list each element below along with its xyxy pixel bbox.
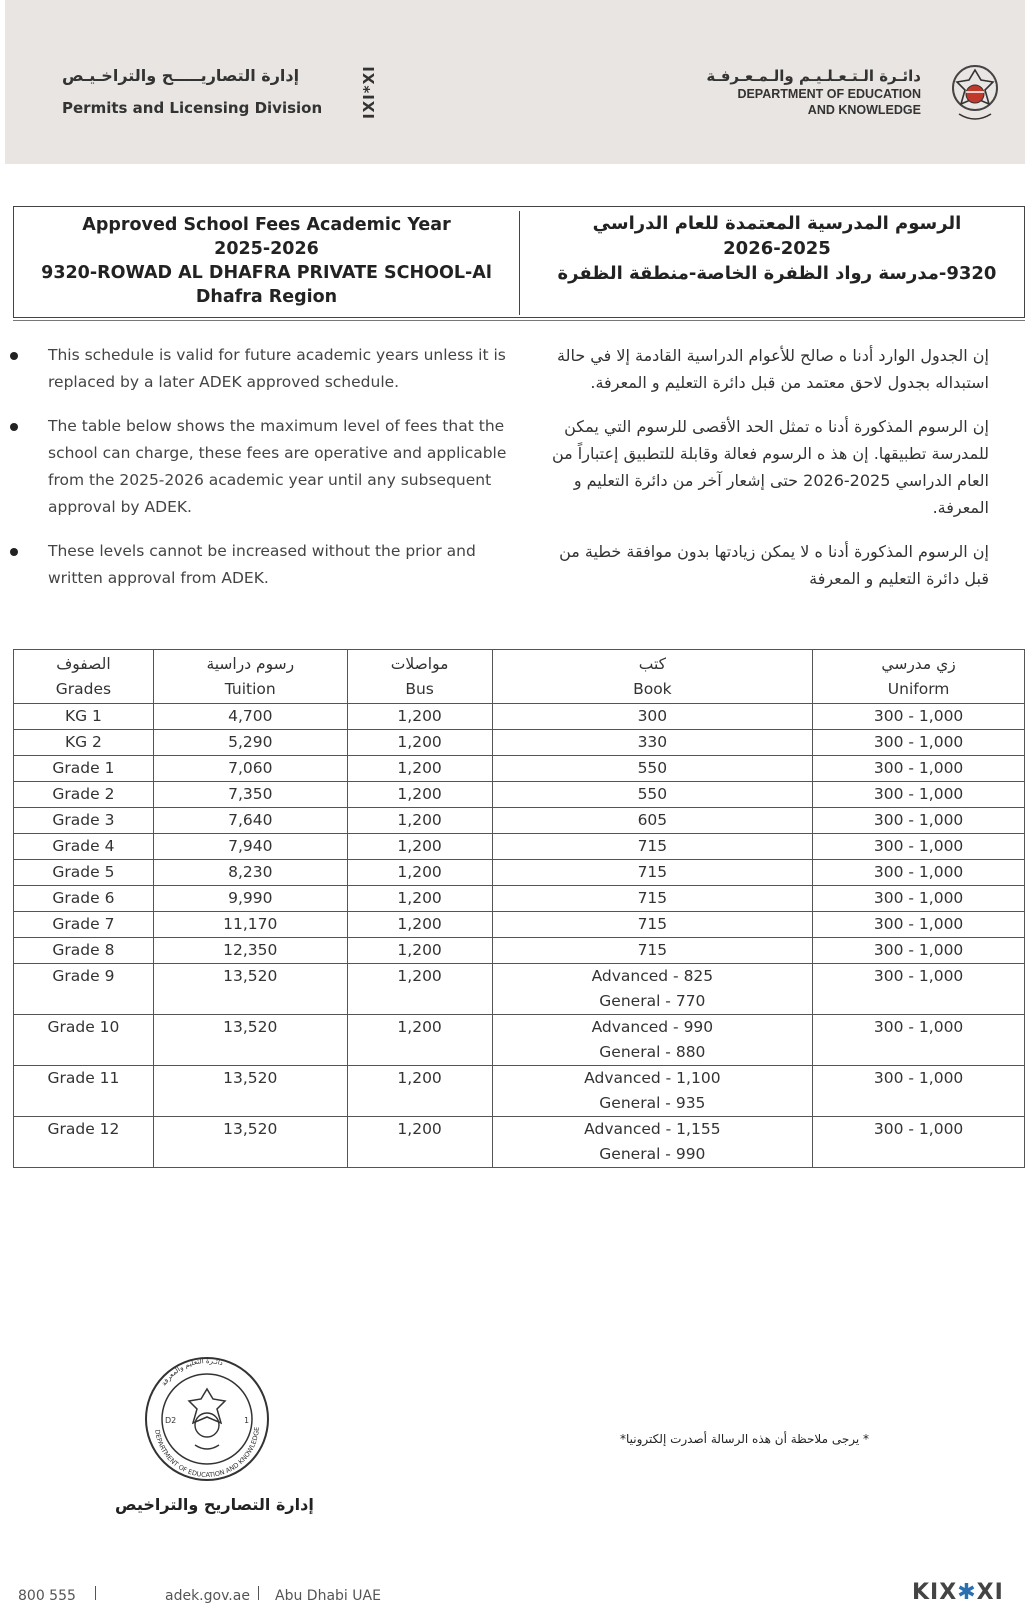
cell-tuition (153, 938, 347, 964)
cell-book (492, 1015, 813, 1066)
cell-grade (14, 808, 154, 834)
cell-bus-value: 1,200 (397, 733, 442, 751)
header-label-ar: كتب (638, 655, 666, 673)
footer-logo-prefix: KIX (912, 1580, 958, 1605)
cell-bus (347, 730, 492, 756)
title-divider (519, 211, 520, 315)
footer-website: adek.gov.ae (165, 1588, 250, 1604)
bullet-item (10, 413, 510, 521)
cell-book (492, 1066, 813, 1117)
cell-bus (347, 912, 492, 938)
bullet-item (10, 342, 510, 396)
bullet-dot-icon (10, 548, 18, 556)
cell-grade-value: Grade 5 (52, 863, 115, 881)
cell-uniform (813, 1066, 1025, 1117)
cell-grade (14, 964, 154, 1015)
table-row (14, 938, 1025, 964)
cell-grade (14, 782, 154, 808)
cell-book-value: 715 (637, 915, 668, 933)
cell-book-value: 715 (637, 941, 668, 959)
header-label-en: Uniform (887, 680, 950, 698)
title-en-line1: Approved School Fees Academic Year (82, 215, 451, 235)
bullet-item (10, 538, 510, 592)
cell-bus-value: 1,200 (397, 759, 442, 777)
cell-grade (14, 756, 154, 782)
cell-bus (347, 756, 492, 782)
cell-book (492, 938, 813, 964)
title-en-line3: 9320-ROWAD AL DHAFRA PRIVATE SCHOOL-Al (41, 263, 492, 283)
division-name-ar: إدارة التصاريـــــح والتراخـيـص (62, 66, 300, 85)
cell-bus-value: 1,200 (397, 915, 442, 933)
title-ar-line2: 2026-2025 (723, 238, 831, 259)
cell-book-value: 715 (637, 863, 668, 881)
cell-grade-value: KG 2 (64, 733, 102, 751)
cell-uniform (813, 782, 1025, 808)
cell-grade-value: Grade 6 (52, 889, 115, 907)
cell-uniform-value: 300 - 1,000 (873, 733, 964, 751)
mark-logo: IXI*XI (360, 65, 378, 119)
paragraph-ar: إن الجدول الوارد أدنا ه صالح للأعوام الدراسية القادمة إلا في حالة استبداله بجدول لاحق معتمد من قبل دائرة التعليم و المعرفة. (557, 346, 989, 392)
cell-book-value: Advanced - 1,100 (584, 1069, 721, 1087)
footer-phone: 800 555 (18, 1588, 76, 1604)
department-name-ar: دائـرة الـتـعـلـيـم والـمـعـرفـة (706, 67, 921, 85)
cell-tuition-value: 7,640 (228, 811, 273, 829)
cell-book-value: 715 (637, 889, 668, 907)
bullet-text: These levels cannot be increased without the prior and written approval from ADEK. (48, 542, 476, 587)
seal-number: 1 (244, 1416, 250, 1425)
cell-bus-value: 1,200 (397, 811, 442, 829)
cell-uniform (813, 912, 1025, 938)
header-grades (14, 650, 154, 704)
cell-uniform-value: 300 - 1,000 (873, 941, 964, 959)
cell-book-value: Advanced - 825 (591, 967, 714, 985)
cell-uniform-value: 300 - 1,000 (873, 915, 964, 933)
cell-uniform-value: 300 - 1,000 (873, 967, 964, 985)
cell-grade (14, 1015, 154, 1066)
cell-tuition (153, 834, 347, 860)
cell-book-value: 550 (637, 785, 668, 803)
cell-book (492, 704, 813, 730)
cell-bus-value: 1,200 (397, 1120, 442, 1138)
cell-tuition (153, 808, 347, 834)
footer-logo-star-icon: ✱ (957, 1580, 977, 1605)
cell-bus (347, 1015, 492, 1066)
cell-tuition-value: 4,700 (228, 707, 273, 725)
cell-book (492, 912, 813, 938)
title-ar-line3: 9320-مدرسة رواد الظفرة الخاصة-منطقة الظفرة (557, 263, 997, 284)
footer-separator (258, 1586, 259, 1600)
bullet-dot-icon (10, 352, 18, 360)
table-row (14, 834, 1025, 860)
cell-uniform-value: 300 - 1,000 (873, 785, 964, 803)
cell-tuition-value: 13,520 (223, 1069, 278, 1087)
cell-book-value: 605 (637, 811, 668, 829)
cell-grade-value: Grade 3 (52, 811, 115, 829)
department-name (706, 66, 921, 118)
seal-caption: إدارة التصاريح والتراخيص (115, 1495, 314, 1514)
cell-tuition (153, 704, 347, 730)
cell-tuition (153, 860, 347, 886)
cell-bus-value: 1,200 (397, 707, 442, 725)
cell-grade-value: Grade 9 (52, 967, 115, 985)
table-row (14, 1117, 1025, 1168)
cell-tuition (153, 1015, 347, 1066)
cell-uniform-value: 300 - 1,000 (873, 1018, 964, 1036)
table-row (14, 964, 1025, 1015)
cell-book-general-value: General - 935 (599, 1094, 706, 1112)
footer-city: Abu Dhabi UAE (275, 1588, 381, 1604)
cell-bus (347, 834, 492, 860)
title-en-line2: 2025-2026 (214, 239, 319, 259)
cell-book (492, 782, 813, 808)
cell-tuition-value: 7,350 (228, 785, 273, 803)
division-name-en: Permits and Licensing Division (62, 99, 323, 117)
cell-uniform (813, 938, 1025, 964)
header-label-en: Grades (55, 680, 112, 698)
cell-grade-value: Grade 2 (52, 785, 115, 803)
cell-uniform (813, 808, 1025, 834)
cell-bus-value: 1,200 (397, 889, 442, 907)
cell-bus (347, 860, 492, 886)
table-row (14, 860, 1025, 886)
cell-tuition-value: 13,520 (223, 967, 278, 985)
cell-tuition-value: 7,060 (228, 759, 273, 777)
cell-book-value: Advanced - 1,155 (584, 1120, 721, 1138)
seal-ring-text-ar: دائـرة التعليم والمعرفة (159, 1356, 224, 1388)
cell-tuition (153, 756, 347, 782)
table-row (14, 756, 1025, 782)
cell-grade-value: Grade 7 (52, 915, 115, 933)
cell-bus-value: 1,200 (397, 1018, 442, 1036)
table-row (14, 1015, 1025, 1066)
cell-book-general-value: General - 990 (599, 1145, 706, 1163)
footer-logo (912, 1580, 1004, 1605)
cell-book (492, 860, 813, 886)
cell-grade-value: Grade 12 (47, 1120, 120, 1138)
cell-grade (14, 1117, 154, 1168)
title-ar-line1: الرسوم المدرسية المعتمدة للعام الدراسي (592, 213, 962, 234)
department-name-en-line1: DEPARTMENT OF EDUCATION (737, 87, 921, 101)
falcon-emblem-icon (945, 58, 1005, 128)
cell-bus-value: 1,200 (397, 837, 442, 855)
cell-tuition-value: 7,940 (228, 837, 273, 855)
cell-bus (347, 938, 492, 964)
cell-uniform-value: 300 - 1,000 (873, 1069, 964, 1087)
cell-book-general-value: General - 770 (599, 992, 706, 1010)
cell-grade (14, 730, 154, 756)
table-header-row (14, 650, 1025, 704)
cell-uniform (813, 704, 1025, 730)
header-tuition (153, 650, 347, 704)
cell-book-value: 330 (637, 733, 668, 751)
header-label-ar: الصفوف (56, 655, 111, 673)
table-row (14, 886, 1025, 912)
header-label-en: Book (633, 680, 672, 698)
cell-uniform (813, 834, 1025, 860)
cell-uniform (813, 1015, 1025, 1066)
cell-bus (347, 704, 492, 730)
cell-uniform-value: 300 - 1,000 (873, 811, 964, 829)
cell-bus-value: 1,200 (397, 967, 442, 985)
cell-grade-value: Grade 8 (52, 941, 115, 959)
cell-uniform-value: 300 - 1,000 (873, 863, 964, 881)
cell-tuition (153, 886, 347, 912)
title-box (13, 206, 1025, 318)
cell-tuition (153, 1066, 347, 1117)
table-row (14, 782, 1025, 808)
fees-table (13, 649, 1025, 1168)
cell-tuition (153, 730, 347, 756)
cell-tuition-value: 9,990 (228, 889, 273, 907)
footer-logo-suffix: XI (976, 1580, 1004, 1605)
cell-tuition-value: 13,520 (223, 1018, 278, 1036)
table-row (14, 704, 1025, 730)
cell-grade-value: KG 1 (64, 707, 102, 725)
paragraph-ar: إن الرسوم المذكورة أدنا ه لا يمكن زيادتها بدون موافقة خطية من قبل دائرة التعليم و المعرفة (559, 542, 989, 588)
cell-tuition-value: 8,230 (228, 863, 273, 881)
cell-uniform-value: 300 - 1,000 (873, 1120, 964, 1138)
cell-bus (347, 1117, 492, 1168)
bullet-text: This schedule is valid for future academic years unless it is replaced by a later ADEK approved schedule. (48, 346, 506, 391)
cell-grade-value: Grade 4 (52, 837, 115, 855)
cell-book (492, 886, 813, 912)
cell-bus-value: 1,200 (397, 1069, 442, 1087)
header-uniform (813, 650, 1025, 704)
cell-book (492, 834, 813, 860)
cell-grade (14, 886, 154, 912)
cell-grade (14, 1066, 154, 1117)
title-ar (542, 211, 1012, 286)
bullet-list-en (10, 342, 510, 609)
cell-book-value: 300 (637, 707, 668, 725)
header-bus (347, 650, 492, 704)
cell-book (492, 964, 813, 1015)
cell-grade (14, 860, 154, 886)
header-label-en: Tuition (224, 680, 276, 698)
department-name-en-line2: AND KNOWLEDGE (807, 103, 921, 117)
header-label-ar: رسوم دراسية (206, 655, 295, 673)
footer-separator (95, 1586, 96, 1600)
table-row (14, 730, 1025, 756)
cell-tuition-value: 11,170 (223, 915, 278, 933)
cell-book (492, 756, 813, 782)
cell-uniform-value: 300 - 1,000 (873, 837, 964, 855)
cell-tuition (153, 782, 347, 808)
cell-uniform (813, 730, 1025, 756)
cell-grade (14, 912, 154, 938)
electronic-note: * يرجى ملاحظة أن هذه الرسالة أصدرت إلكترونيا* (620, 1432, 870, 1446)
cell-bus (347, 808, 492, 834)
cell-uniform (813, 1117, 1025, 1168)
cell-tuition (153, 964, 347, 1015)
cell-uniform (813, 756, 1025, 782)
bullet-dot-icon (10, 423, 18, 431)
cell-book (492, 808, 813, 834)
cell-book-value: 550 (637, 759, 668, 777)
paragraph-list-ar (539, 342, 989, 609)
cell-grade-value: Grade 1 (52, 759, 115, 777)
cell-book-value: 715 (637, 837, 668, 855)
cell-bus (347, 886, 492, 912)
cell-grade (14, 834, 154, 860)
cell-book-value: Advanced - 990 (591, 1018, 714, 1036)
table-row (14, 912, 1025, 938)
seal-code: D2 (165, 1416, 177, 1425)
title-en (14, 213, 519, 309)
cell-tuition (153, 1117, 347, 1168)
cell-bus-value: 1,200 (397, 941, 442, 959)
table-row (14, 808, 1025, 834)
header-label-ar: مواصلات (390, 655, 449, 673)
seal-ring-text: DEPARTMENT OF EDUCATION AND KNOWLEDGE (153, 1426, 261, 1480)
paragraph-ar: إن الرسوم المذكورة أدنا ه تمثل الحد الأقصى للرسوم التي يمكن للمدرسة تطبيقها. إن هذ ه الرسوم فعالة وقابلة للتطبيق إعتباراً من العام الدراسي 2025-2026 حتى إشعار آخر من دائرة التعليم و المعرفة. (551, 417, 989, 517)
header-label-en: Bus (405, 680, 434, 698)
cell-book (492, 1117, 813, 1168)
cell-uniform-value: 300 - 1,000 (873, 889, 964, 907)
header-label-ar: زي مدرسي (881, 655, 956, 673)
cell-grade (14, 704, 154, 730)
cell-book (492, 730, 813, 756)
cell-uniform (813, 964, 1025, 1015)
cell-uniform (813, 886, 1025, 912)
cell-tuition (153, 912, 347, 938)
cell-bus (347, 782, 492, 808)
cell-bus-value: 1,200 (397, 863, 442, 881)
cell-bus (347, 1066, 492, 1117)
cell-bus-value: 1,200 (397, 785, 442, 803)
cell-uniform-value: 300 - 1,000 (873, 707, 964, 725)
cell-uniform (813, 860, 1025, 886)
bullet-text: The table below shows the maximum level of fees that the school can charge, these fees are operative and applicable from the 2025-2026 academic year until any subsequent approval by ADEK. (48, 417, 507, 516)
title-en-line4: Dhafra Region (195, 287, 338, 307)
header-book (492, 650, 813, 704)
cell-uniform-value: 300 - 1,000 (873, 759, 964, 777)
cell-tuition-value: 5,290 (228, 733, 273, 751)
cell-grade (14, 938, 154, 964)
cell-grade-value: Grade 10 (47, 1018, 120, 1036)
cell-grade-value: Grade 11 (47, 1069, 120, 1087)
cell-book-general-value: General - 880 (599, 1043, 706, 1061)
table-row (14, 1066, 1025, 1117)
cell-tuition-value: 13,520 (223, 1120, 278, 1138)
section-divider (13, 320, 1025, 321)
official-seal-stamp (143, 1355, 271, 1483)
cell-bus (347, 964, 492, 1015)
cell-tuition-value: 12,350 (223, 941, 278, 959)
